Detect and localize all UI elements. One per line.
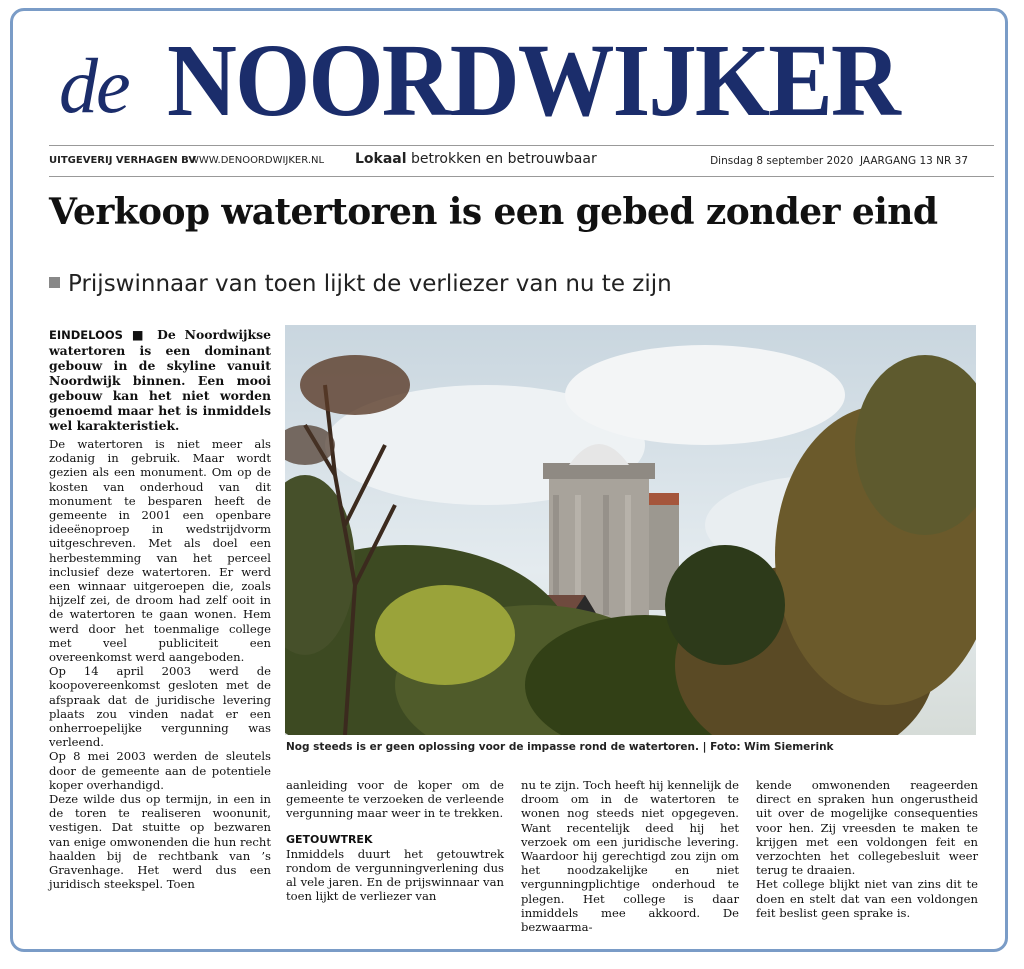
date-label: Dinsdag 8 september 2020 [710,155,854,167]
article-column-4 [756,778,978,920]
brand-name: NOORDWIJKER [167,23,899,138]
article-subhead [49,271,989,297]
volume-label: JAARGANG 13 NR 37 [859,155,968,167]
intro-text: De Noordwijkse watertoren is een dominant gebouw in de skyline vanuit Noordwijk binnen. Een mooi gebouw kan het niet worden genoemd maar het is inmiddels wel karakteristiek. [49,327,271,433]
slogan-rest: betrokken en betrouwbaar [406,151,597,167]
section-subheading: GETOUWTREK [286,832,373,846]
watertower-photo-image [285,325,976,735]
subhead-text: Prijswinnaar van toen lijkt de verliezer van nu te zijn [68,271,672,297]
paragraph: Inmiddels duurt het getouwtrek rondom de vergunningverlening dus al vele jaren. En de prijswinnaar van toen lijkt de verliezer van [286,846,504,904]
paragraph: Deze wilde dus op termijn, in een in de toren te realiseren woonunit, vestigen. Dat stuitte op bezwaren van enige omwonenden die hun recht haalden bij de rechtbank van ’s Gravenhage. Het werd dus een juridisch steekspel. Toen [49,792,271,892]
masthead [49,21,989,141]
brand-prefix: de [59,42,129,129]
square-bullet-icon [49,277,60,288]
publisher-label: UITGEVERIJ VERHAGEN BV [49,155,197,166]
article-intro [49,327,271,433]
paragraph: De watertoren is niet meer als zodanig in gebruik. Maar wordt gezien als een monument. Om op de kosten van onderhoud van dit monument te besparen heeft de gemeente in 2001 een openbare ideeënoproep in wedstrijdvorm uitgeschreven. Met als doel een herbestemming van het perceel inclusief deze watertoren. Er werd een winnaar uitgeroepen die, zoals hijzelf zei, de droom had zelf ooit in de watertoren te gaan wonen. Hem werd door het toenmalige college met veel publiciteit een overeenkomst werd aangeboden. [49,437,271,665]
article-column-1 [49,327,271,892]
paragraph: Het college blijkt niet van zins dit te doen en stelt dat van een voldongen feit beslist geen sprake is. [756,877,978,920]
website-label: WWW.DENOORDWIJKER.NL [189,155,325,166]
article-kicker: EINDELOOS [49,328,123,342]
paragraph: Op 14 april 2003 werd de koopovereenkomst gesloten met de afspraak dat de juridische levering plaats zou vinden nadat er een onherroepelijke vergunning was verleend. [49,664,271,750]
issue-date [710,155,968,167]
paragraph: aanleiding voor de koper om de gemeente te verzoeken de verleende vergunning maar weer in te trekken. [286,778,504,821]
masthead-bottom-rule [49,176,994,177]
newspaper-clipping [10,8,1008,952]
masthead-top-rule [49,145,994,146]
paragraph: kende omwonenden reageerden direct en spraken hun ongerustheid uit over de mogelijke consequenties voor hen. Zij vreesden te maken te krijgen met een voldongen feit en verzochten het collegebesluit weer terug te draaien. [756,778,978,878]
watertower-photo [285,325,976,735]
article-column-2 [286,778,504,904]
paragraph: Op 8 mei 2003 werden de sleutels door de gemeente aan de potentiele koper overhandigd. [49,749,271,792]
square-bullet-icon: ■ [131,327,149,342]
slogan [355,151,597,167]
info-bar [49,151,994,173]
article-headline: Verkoop watertoren is een gebed zonder eind [49,191,938,233]
slogan-bold: Lokaal [355,151,407,167]
paragraph: nu te zijn. Toch heeft hij kennelijk de droom om in de watertoren te wonen nog steeds niet opgegeven. Want recentelijk deed hij het verzoek om een juridische levering. Waardoor hij gerechtigd zou zijn om het noodzakelijke en niet vergunningplichtige onderhoud te plegen. Het college is daar inmiddels mee akkoord. De bezwaarma- [521,778,739,935]
article-column-3 [521,778,739,934]
photo-caption: Nog steeds is er geen oplossing voor de impasse rond de watertoren. | Foto: Wim Siemerink [286,741,834,753]
